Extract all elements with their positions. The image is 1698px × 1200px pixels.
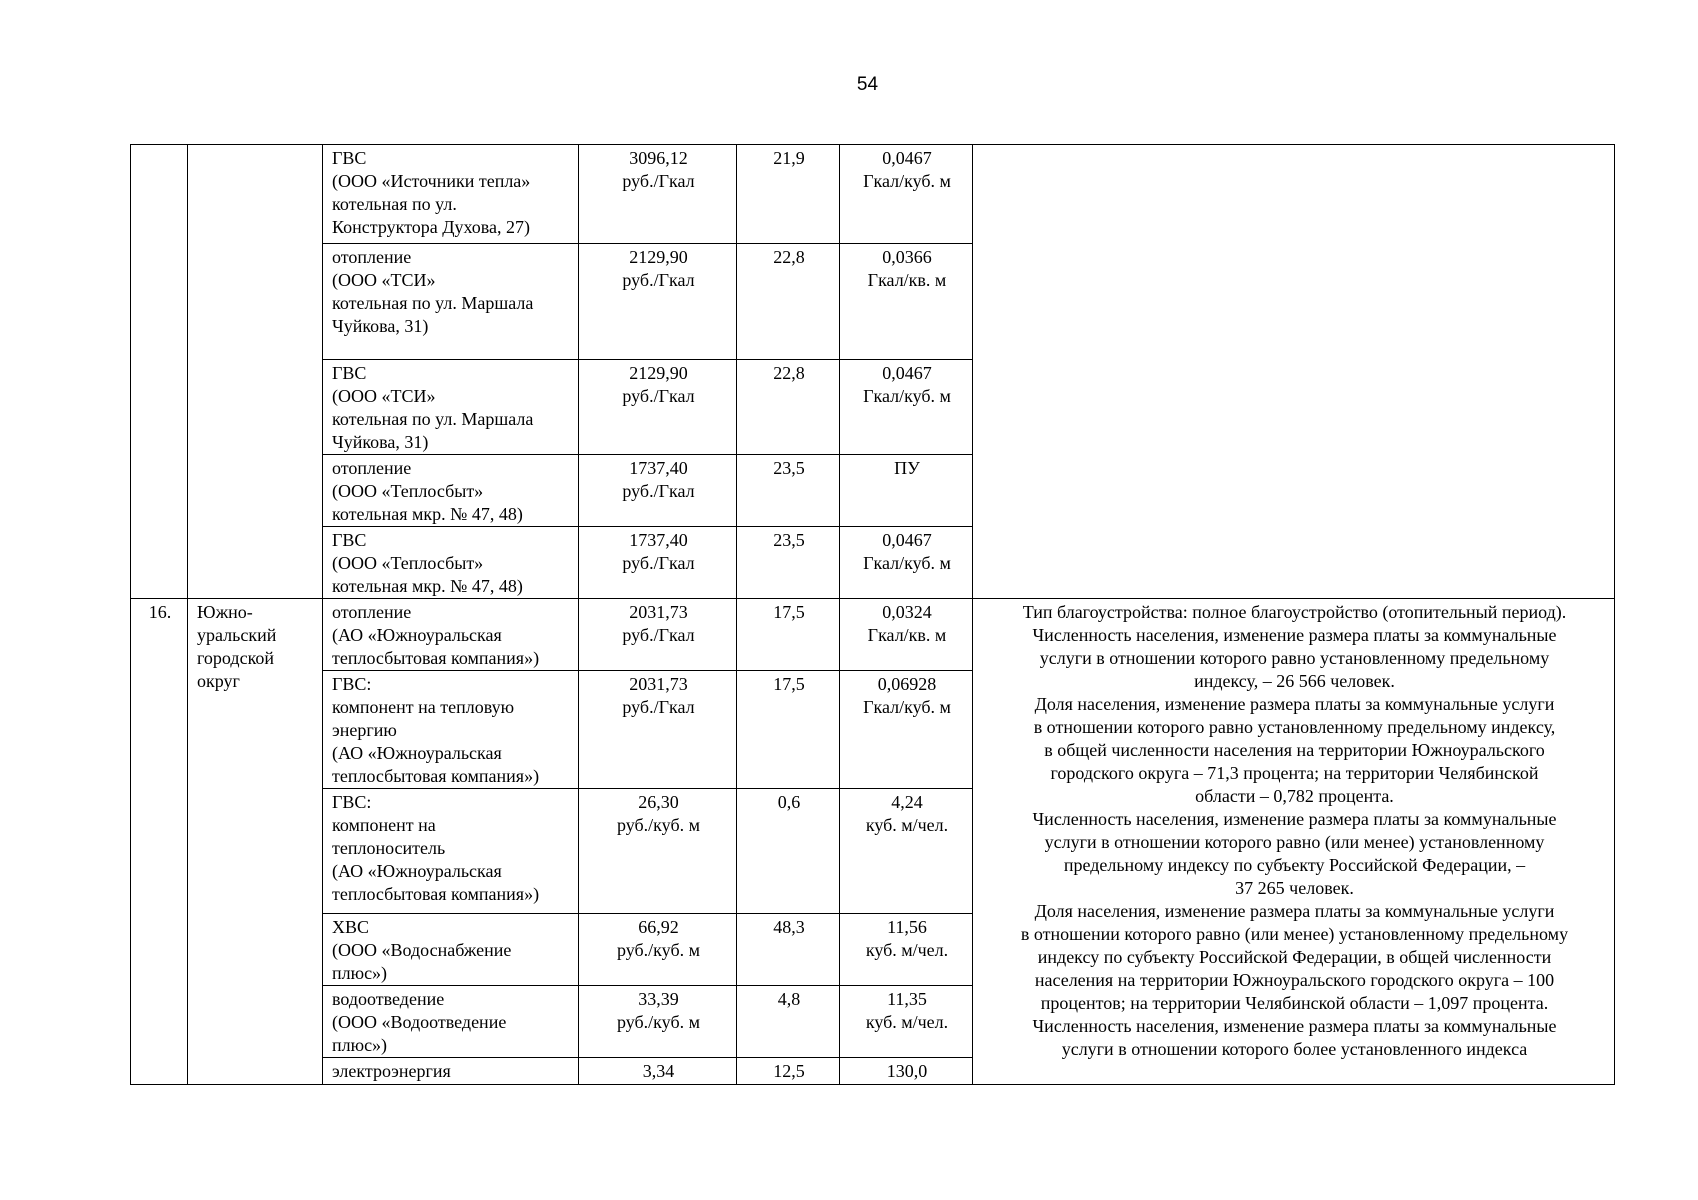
table-row [131, 599, 1615, 671]
growth-cell: 4,8 [737, 986, 840, 1058]
norm-cell: 0,0467 Гкал/куб. м [840, 527, 973, 599]
row-number-cell [131, 145, 188, 599]
norm-cell: 0,06928 Гкал/куб. м [840, 671, 973, 789]
tariff-cell: 1737,40 руб./Гкал [579, 455, 737, 527]
growth-cell: 48,3 [737, 914, 840, 986]
page-number: 54 [856, 74, 879, 95]
municipality-cell: Южно- уральский городской округ [188, 599, 323, 1085]
norm-cell: 0,0467 Гкал/куб. м [840, 360, 973, 455]
tariff-cell: 2031,73 руб./Гкал [579, 671, 737, 789]
service-cell: ГВС (ООО «ТСИ» котельная по ул. Маршала Чуйкова, 31) [323, 360, 579, 455]
norm-cell: 0,0366 Гкал/кв. м [840, 244, 973, 360]
growth-cell: 17,5 [737, 599, 840, 671]
service-cell: ГВС: компонент на теплоноситель (АО «Южноуральская теплосбытовая компания») [323, 789, 579, 914]
service-cell: отопление (ООО «Теплосбыт» котельная мкр. № 47, 48) [323, 455, 579, 527]
tariff-cell: 66,92 руб./куб. м [579, 914, 737, 986]
service-cell: электроэнергия [323, 1058, 579, 1085]
tariff-cell: 33,39 руб./куб. м [579, 986, 737, 1058]
service-cell: ГВС: компонент на тепловую энергию (АО «Южноуральская теплосбытовая компания») [323, 671, 579, 789]
tariff-cell: 26,30 руб./куб. м [579, 789, 737, 914]
tariff-cell: 2031,73 руб./Гкал [579, 599, 737, 671]
row-number-cell: 16. [131, 599, 188, 1085]
tariff-table [130, 144, 1615, 1085]
table-row [131, 145, 1615, 244]
tariff-cell: 1737,40 руб./Гкал [579, 527, 737, 599]
growth-cell: 23,5 [737, 455, 840, 527]
norm-cell: 11,35 куб. м/чел. [840, 986, 973, 1058]
municipality-cell [188, 145, 323, 599]
notes-cell: Тип благоустройства: полное благоустройство (отопительный период). Численность населения, изменение размера платы за коммунальные услуги в отношении которого равно установленному предельному индексу, – 26 566 человек. Доля населения, изменение размера платы за коммунальные услуги в отношении которого равно установленному предельному индексу, в общей численности населения на территории Южноуральского городского округа – 71,3 процента; на территории Челябинской области – 0,782 процента. Численность населения, изменение размера платы за коммунальные услуги в отношении которого равно (или менее) установленному предельному индексу по субъекту Российской Федерации, – 37 265 человек. Доля населения, изменение размера платы за коммунальные услуги в отношении которого равно (или менее) установленному предельному индексу по субъекту Российской Федерации, в общей численности населения на территории Южноуральского городского округа – 100 процентов; на территории Челябинской области – 1,097 процента. Численность населения, изменение размера платы за коммунальные услуги в отношении которого более установленного индекса [973, 599, 1615, 1085]
growth-cell: 22,8 [737, 244, 840, 360]
growth-cell: 23,5 [737, 527, 840, 599]
norm-cell: 130,0 [840, 1058, 973, 1085]
tariff-cell: 3096,12 руб./Гкал [579, 145, 737, 244]
service-cell: ХВС (ООО «Водоснабжение плюс») [323, 914, 579, 986]
tariff-cell: 2129,90 руб./Гкал [579, 244, 737, 360]
service-cell: ГВС (ООО «Источники тепла» котельная по ул. Конструктора Духова, 27) [323, 145, 579, 244]
growth-cell: 0,6 [737, 789, 840, 914]
table-body [131, 145, 1615, 1085]
norm-cell: ПУ [840, 455, 973, 527]
notes-cell [973, 145, 1615, 599]
norm-cell: 0,0324 Гкал/кв. м [840, 599, 973, 671]
growth-cell: 21,9 [737, 145, 840, 244]
growth-cell: 17,5 [737, 671, 840, 789]
growth-cell: 12,5 [737, 1058, 840, 1085]
norm-cell: 0,0467 Гкал/куб. м [840, 145, 973, 244]
norm-cell: 4,24 куб. м/чел. [840, 789, 973, 914]
service-cell: отопление (АО «Южноуральская теплосбытовая компания») [323, 599, 579, 671]
growth-cell: 22,8 [737, 360, 840, 455]
service-cell: водоотведение (ООО «Водоотведение плюс») [323, 986, 579, 1058]
norm-cell: 11,56 куб. м/чел. [840, 914, 973, 986]
service-cell: ГВС (ООО «Теплосбыт» котельная мкр. № 47, 48) [323, 527, 579, 599]
tariff-cell: 2129,90 руб./Гкал [579, 360, 737, 455]
tariff-cell: 3,34 [579, 1058, 737, 1085]
service-cell: отопление (ООО «ТСИ» котельная по ул. Маршала Чуйкова, 31) [323, 244, 579, 360]
